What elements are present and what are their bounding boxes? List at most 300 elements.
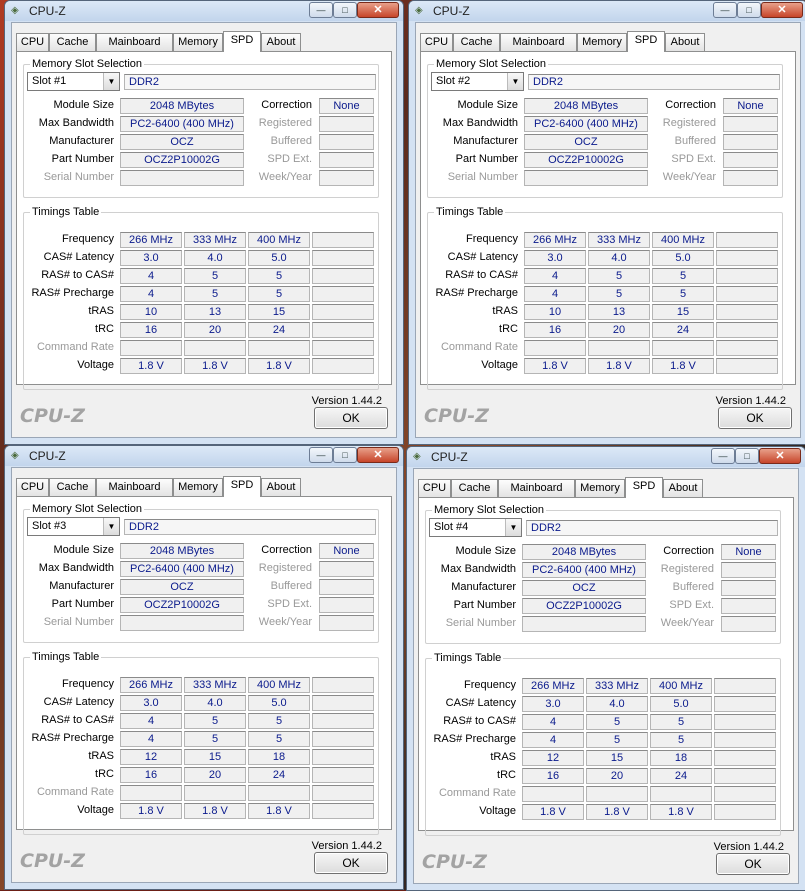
correction-label: Correction — [665, 99, 716, 111]
command-rate-label: Command Rate — [36, 786, 114, 798]
timing-cell: 5 — [588, 268, 650, 284]
max-bandwidth-label: Max Bandwidth — [38, 562, 114, 574]
serial-number-label: Serial Number — [447, 171, 518, 183]
serial-number-label: Serial Number — [43, 616, 114, 628]
max-bandwidth-value: PC2-6400 (400 MHz) — [120, 116, 244, 132]
manufacturer-label: Manufacturer — [453, 135, 518, 147]
ras-precharge-label: RAS# Precharge — [433, 733, 516, 745]
timing-cell: 24 — [652, 322, 714, 338]
buffered-label: Buffered — [672, 581, 714, 593]
window-client — [11, 467, 397, 883]
buffered-value — [723, 134, 778, 150]
module-size-label: Module Size — [455, 545, 516, 557]
minimize-button[interactable]: — — [309, 2, 333, 18]
week-year-label: Week/Year — [258, 171, 312, 183]
timing-cell — [714, 732, 776, 748]
slot-select[interactable]: Slot #1 ▼ — [27, 72, 120, 91]
memory-slot-selection-label: Memory Slot Selection — [32, 58, 143, 70]
minimize-button[interactable]: — — [309, 447, 333, 463]
week-year-label: Week/Year — [662, 171, 716, 183]
memory-type-value: DDR2 — [528, 74, 780, 90]
slot-select[interactable]: Slot #2 ▼ — [431, 72, 524, 91]
manufacturer-value: OCZ — [524, 134, 648, 150]
timing-cell — [650, 786, 712, 802]
max-bandwidth-label: Max Bandwidth — [442, 117, 518, 129]
tab-about[interactable]: About — [665, 33, 705, 51]
title-bar — [5, 446, 403, 466]
timing-cell — [312, 286, 374, 302]
correction-value: None — [319, 98, 374, 114]
timing-cell — [312, 731, 374, 747]
tab-cache[interactable]: Cache — [453, 33, 500, 51]
timing-cell: 1.8 V — [120, 803, 182, 819]
timing-cell — [312, 250, 374, 266]
timing-cell: 20 — [184, 322, 246, 338]
frequency-label: Frequency — [62, 678, 114, 690]
window-client — [11, 22, 397, 438]
correction-label: Correction — [663, 545, 714, 557]
tab-cpu[interactable]: CPU — [16, 478, 49, 496]
command-rate-label: Command Rate — [440, 341, 518, 353]
timing-cell: 5 — [586, 714, 648, 730]
timing-cell — [716, 340, 778, 356]
timing-cell — [312, 803, 374, 819]
part-number-label: Part Number — [51, 598, 114, 610]
maximize-button[interactable]: □ — [333, 447, 357, 463]
timing-cell: 5 — [184, 731, 246, 747]
ok-button[interactable]: OK — [718, 407, 792, 429]
tras-label: tRAS — [88, 305, 114, 317]
timing-cell: 20 — [184, 767, 246, 783]
memory-slot-selection-label: Memory Slot Selection — [434, 504, 545, 516]
timing-cell — [716, 286, 778, 302]
timing-cell — [716, 358, 778, 374]
tab-cache[interactable]: Cache — [49, 478, 96, 496]
timing-cell: 5 — [184, 268, 246, 284]
version-label: Version 1.44.2 — [715, 395, 786, 407]
timing-cell: 24 — [248, 767, 310, 783]
tab-memory[interactable]: Memory — [173, 478, 223, 496]
cas-latency-label: CAS# Latency — [447, 251, 518, 263]
registered-label: Registered — [258, 117, 312, 129]
correction-value: None — [721, 544, 776, 560]
serial-number-label: Serial Number — [43, 171, 114, 183]
ras-to-cas-label: RAS# to CAS# — [41, 714, 114, 726]
part-number-label: Part Number — [453, 599, 516, 611]
tab-mainboard[interactable]: Mainboard — [96, 478, 173, 496]
ras-to-cas-label: RAS# to CAS# — [443, 715, 516, 727]
timing-cell: 5 — [652, 268, 714, 284]
serial-number-value — [120, 170, 244, 186]
timings-table-label: Timings Table — [436, 206, 504, 218]
timing-cell: 5.0 — [248, 250, 310, 266]
tab-spd[interactable]: SPD — [625, 477, 663, 498]
timings-table-group — [425, 652, 781, 836]
timings-table-label: Timings Table — [434, 652, 502, 664]
manufacturer-value: OCZ — [120, 134, 244, 150]
timing-cell: 4 — [120, 713, 182, 729]
part-number-label: Part Number — [455, 153, 518, 165]
part-number-value: OCZ2P10002G — [120, 152, 244, 168]
timing-cell — [312, 340, 374, 356]
timing-cell: 4 — [120, 268, 182, 284]
timing-cell: 1.8 V — [184, 358, 246, 374]
correction-label: Correction — [261, 544, 312, 556]
spd-ext-label: SPD Ext. — [669, 599, 714, 611]
part-number-value: OCZ2P10002G — [522, 598, 646, 614]
ok-button[interactable]: OK — [716, 853, 790, 875]
manufacturer-value: OCZ — [120, 579, 244, 595]
timing-cell — [312, 713, 374, 729]
slot-select[interactable]: Slot #4 ▼ — [429, 518, 522, 537]
timing-cell: 15 — [184, 749, 246, 765]
cpuz-logo: CPU-Z — [422, 851, 487, 873]
timing-cell: 1.8 V — [248, 803, 310, 819]
correction-label: Correction — [261, 99, 312, 111]
chevron-down-icon[interactable]: ▼ — [507, 73, 523, 90]
timing-cell: 3.0 — [524, 250, 586, 266]
timing-cell — [652, 340, 714, 356]
ok-button[interactable]: OK — [314, 852, 388, 874]
timing-cell: 400 MHz — [248, 232, 310, 248]
timing-cell: 15 — [586, 750, 648, 766]
timing-cell: 1.8 V — [652, 358, 714, 374]
timing-cell — [716, 304, 778, 320]
memory-slot-selection-label: Memory Slot Selection — [436, 58, 547, 70]
timing-cell: 1.8 V — [588, 358, 650, 374]
timing-cell: 18 — [650, 750, 712, 766]
timing-cell: 4 — [522, 732, 584, 748]
spd-ext-value — [319, 597, 374, 613]
tab-about[interactable]: About — [663, 479, 703, 497]
timing-cell: 5 — [588, 286, 650, 302]
timing-cell: 18 — [248, 749, 310, 765]
cas-latency-label: CAS# Latency — [445, 697, 516, 709]
manufacturer-label: Manufacturer — [49, 135, 114, 147]
cpuz-app-icon: ◈ — [413, 451, 421, 462]
tab-cache[interactable]: Cache — [451, 479, 498, 497]
timing-cell: 400 MHz — [652, 232, 714, 248]
tab-mainboard[interactable]: Mainboard — [96, 33, 173, 51]
command-rate-label: Command Rate — [36, 341, 114, 353]
close-button[interactable]: ✕ — [357, 447, 399, 463]
frequency-label: Frequency — [466, 233, 518, 245]
close-button[interactable]: ✕ — [759, 448, 801, 464]
timing-cell: 4 — [120, 286, 182, 302]
frequency-label: Frequency — [62, 233, 114, 245]
timing-cell — [522, 786, 584, 802]
memory-slot-selection-group — [23, 58, 379, 198]
version-label: Version 1.44.2 — [713, 841, 784, 853]
tras-label: tRAS — [88, 750, 114, 762]
spd-tab-panel — [16, 51, 392, 385]
timing-cell: 266 MHz — [120, 232, 182, 248]
window-title: CPU-Z — [29, 449, 66, 463]
part-number-value: OCZ2P10002G — [120, 597, 244, 613]
timing-cell: 20 — [586, 768, 648, 784]
cpuz-app-icon: ◈ — [11, 450, 19, 461]
serial-number-value — [524, 170, 648, 186]
module-size-value: 2048 MBytes — [120, 543, 244, 559]
frequency-label: Frequency — [464, 679, 516, 691]
cpuz-app-icon: ◈ — [415, 5, 423, 16]
tab-cpu[interactable]: CPU — [16, 33, 49, 51]
spd-ext-value — [723, 152, 778, 168]
buffered-label: Buffered — [674, 135, 716, 147]
timing-cell: 4.0 — [586, 696, 648, 712]
ras-to-cas-label: RAS# to CAS# — [445, 269, 518, 281]
timing-cell — [312, 322, 374, 338]
timing-cell — [312, 358, 374, 374]
timing-cell: 12 — [120, 749, 182, 765]
module-size-label: Module Size — [53, 544, 114, 556]
timing-cell: 1.8 V — [120, 358, 182, 374]
timing-cell: 5 — [248, 731, 310, 747]
title-bar — [5, 1, 403, 21]
timing-cell: 5 — [650, 732, 712, 748]
tab-about[interactable]: About — [261, 478, 301, 496]
timings-table-label: Timings Table — [32, 206, 100, 218]
tab-mainboard[interactable]: Mainboard — [498, 479, 575, 497]
timing-cell — [716, 268, 778, 284]
week-year-value — [721, 616, 776, 632]
slot-select[interactable]: Slot #3 ▼ — [27, 517, 120, 536]
trc-label: tRC — [497, 769, 516, 781]
maximize-button[interactable]: □ — [333, 2, 357, 18]
timing-cell: 1.8 V — [586, 804, 648, 820]
cpuz-logo: CPU-Z — [20, 405, 85, 427]
voltage-label: Voltage — [479, 805, 516, 817]
correction-value: None — [723, 98, 778, 114]
timing-cell: 5 — [652, 286, 714, 302]
minimize-button[interactable]: — — [711, 448, 735, 464]
registered-value — [723, 116, 778, 132]
timing-cell: 5 — [586, 732, 648, 748]
timing-cell: 5 — [184, 286, 246, 302]
timing-cell — [248, 340, 310, 356]
timing-cell — [120, 785, 182, 801]
week-year-label: Week/Year — [660, 617, 714, 629]
timing-cell — [184, 785, 246, 801]
ras-precharge-label: RAS# Precharge — [435, 287, 518, 299]
serial-number-label: Serial Number — [445, 617, 516, 629]
module-size-value: 2048 MBytes — [524, 98, 648, 114]
tab-cpu[interactable]: CPU — [418, 479, 451, 497]
window-title: CPU-Z — [431, 450, 468, 464]
cpuz-window — [406, 446, 805, 891]
timing-cell: 4 — [524, 268, 586, 284]
timing-cell — [312, 767, 374, 783]
timing-cell — [716, 250, 778, 266]
timing-cell: 4.0 — [588, 250, 650, 266]
timing-cell: 1.8 V — [650, 804, 712, 820]
spd-tab-panel — [16, 496, 392, 830]
command-rate-label: Command Rate — [438, 787, 516, 799]
buffered-label: Buffered — [270, 135, 312, 147]
timing-cell: 1.8 V — [248, 358, 310, 374]
tab-memory[interactable]: Memory — [577, 33, 627, 51]
tab-cache[interactable]: Cache — [49, 33, 96, 51]
spd-ext-label: SPD Ext. — [671, 153, 716, 165]
timing-cell: 5 — [650, 714, 712, 730]
part-number-label: Part Number — [51, 153, 114, 165]
timing-cell: 4.0 — [184, 695, 246, 711]
memory-slot-selection-group — [23, 503, 379, 643]
timing-cell: 266 MHz — [522, 678, 584, 694]
timing-cell: 10 — [524, 304, 586, 320]
cpuz-logo: CPU-Z — [20, 850, 85, 872]
ras-to-cas-label: RAS# to CAS# — [41, 269, 114, 281]
timing-cell: 20 — [588, 322, 650, 338]
registered-value — [721, 562, 776, 578]
chevron-down-icon[interactable]: ▼ — [103, 518, 119, 535]
timings-table-group — [23, 651, 379, 835]
timing-cell: 4 — [120, 731, 182, 747]
timing-cell — [312, 232, 374, 248]
ras-precharge-label: RAS# Precharge — [31, 287, 114, 299]
tab-spd[interactable]: SPD — [223, 476, 261, 497]
window-client — [413, 468, 799, 884]
manufacturer-label: Manufacturer — [451, 581, 516, 593]
timing-cell: 15 — [248, 304, 310, 320]
spd-tab-panel — [418, 497, 794, 831]
timing-cell: 16 — [120, 767, 182, 783]
timing-cell — [312, 304, 374, 320]
ok-button[interactable]: OK — [314, 407, 388, 429]
timing-cell — [312, 268, 374, 284]
version-label: Version 1.44.2 — [311, 395, 382, 407]
timing-cell — [714, 786, 776, 802]
tab-spd[interactable]: SPD — [223, 31, 261, 52]
cas-latency-label: CAS# Latency — [43, 696, 114, 708]
tab-about[interactable]: About — [261, 33, 301, 51]
memory-slot-selection-group — [427, 58, 783, 198]
spd-ext-value — [721, 598, 776, 614]
manufacturer-label: Manufacturer — [49, 580, 114, 592]
timing-cell: 333 MHz — [184, 232, 246, 248]
timing-cell: 13 — [588, 304, 650, 320]
timing-cell — [716, 232, 778, 248]
timing-cell: 24 — [650, 768, 712, 784]
timings-table-group — [427, 206, 783, 390]
timing-cell — [586, 786, 648, 802]
timing-cell: 24 — [248, 322, 310, 338]
timing-cell: 266 MHz — [524, 232, 586, 248]
registered-label: Registered — [660, 563, 714, 575]
tab-spd[interactable]: SPD — [627, 31, 665, 52]
correction-value: None — [319, 543, 374, 559]
timing-cell: 266 MHz — [120, 677, 182, 693]
buffered-value — [319, 579, 374, 595]
timing-cell: 333 MHz — [586, 678, 648, 694]
memory-type-value: DDR2 — [526, 520, 778, 536]
timing-cell: 16 — [120, 322, 182, 338]
timing-cell: 5.0 — [652, 250, 714, 266]
timing-cell: 16 — [522, 768, 584, 784]
chevron-down-icon[interactable]: ▼ — [103, 73, 119, 90]
tab-memory[interactable]: Memory — [575, 479, 625, 497]
window-title: CPU-Z — [29, 4, 66, 18]
timing-cell: 10 — [120, 304, 182, 320]
timing-cell: 4.0 — [184, 250, 246, 266]
max-bandwidth-label: Max Bandwidth — [38, 117, 114, 129]
buffered-label: Buffered — [270, 580, 312, 592]
serial-number-value — [120, 615, 244, 631]
manufacturer-value: OCZ — [522, 580, 646, 596]
minimize-button[interactable]: — — [713, 2, 737, 18]
registered-label: Registered — [662, 117, 716, 129]
timing-cell: 13 — [184, 304, 246, 320]
tras-label: tRAS — [490, 751, 516, 763]
timing-cell: 5.0 — [650, 696, 712, 712]
registered-value — [319, 561, 374, 577]
tab-mainboard[interactable]: Mainboard — [500, 33, 577, 51]
max-bandwidth-value: PC2-6400 (400 MHz) — [524, 116, 648, 132]
timing-cell — [588, 340, 650, 356]
cas-latency-label: CAS# Latency — [43, 251, 114, 263]
timing-cell: 4 — [524, 286, 586, 302]
timings-table-label: Timings Table — [32, 651, 100, 663]
timing-cell: 1.8 V — [184, 803, 246, 819]
close-button[interactable]: ✕ — [357, 2, 399, 18]
serial-number-value — [522, 616, 646, 632]
timing-cell — [312, 695, 374, 711]
spd-ext-value — [319, 152, 374, 168]
maximize-button[interactable]: □ — [737, 2, 761, 18]
registered-label: Registered — [258, 562, 312, 574]
memory-type-value: DDR2 — [124, 74, 376, 90]
timing-cell: 1.8 V — [524, 358, 586, 374]
memory-type-value: DDR2 — [124, 519, 376, 535]
maximize-button[interactable]: □ — [735, 448, 759, 464]
timing-cell: 3.0 — [522, 696, 584, 712]
close-button[interactable]: ✕ — [761, 2, 803, 18]
buffered-value — [721, 580, 776, 596]
voltage-label: Voltage — [77, 359, 114, 371]
timing-cell: 5 — [248, 713, 310, 729]
timing-cell: 5.0 — [248, 695, 310, 711]
trc-label: tRC — [95, 768, 114, 780]
timing-cell — [714, 750, 776, 766]
registered-value — [319, 116, 374, 132]
timing-cell: 333 MHz — [184, 677, 246, 693]
memory-slot-selection-group — [425, 504, 781, 644]
chevron-down-icon[interactable]: ▼ — [505, 519, 521, 536]
timing-cell — [184, 340, 246, 356]
tab-cpu[interactable]: CPU — [420, 33, 453, 51]
timing-cell — [714, 804, 776, 820]
part-number-value: OCZ2P10002G — [524, 152, 648, 168]
module-size-label: Module Size — [457, 99, 518, 111]
timing-cell — [312, 677, 374, 693]
version-label: Version 1.44.2 — [311, 840, 382, 852]
timing-cell — [714, 714, 776, 730]
cpuz-window — [408, 0, 805, 445]
timing-cell — [524, 340, 586, 356]
window-client — [415, 22, 801, 438]
timing-cell: 15 — [652, 304, 714, 320]
module-size-value: 2048 MBytes — [120, 98, 244, 114]
tras-label: tRAS — [492, 305, 518, 317]
timing-cell: 16 — [524, 322, 586, 338]
timing-cell — [714, 678, 776, 694]
timing-cell — [312, 785, 374, 801]
tab-memory[interactable]: Memory — [173, 33, 223, 51]
timing-cell — [714, 768, 776, 784]
timing-cell: 3.0 — [120, 250, 182, 266]
spd-tab-panel — [420, 51, 796, 385]
title-bar — [409, 1, 805, 21]
